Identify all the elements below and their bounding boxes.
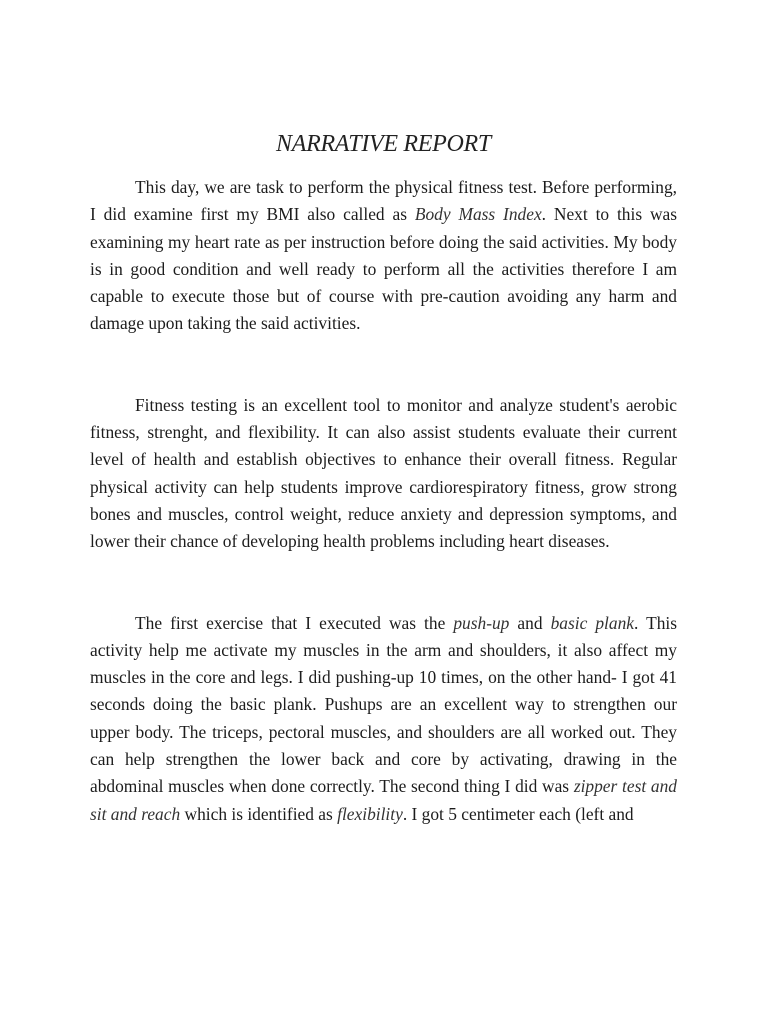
paragraph-2 (90, 392, 677, 556)
paragraph-text: and (509, 612, 551, 633)
paragraph-text: which is identified as (180, 803, 338, 824)
paragraph-spacer (90, 556, 677, 610)
italic-term: flexibility (337, 803, 403, 824)
paragraph-text: The first exercise that I executed was the (135, 612, 454, 633)
paragraph-text: . I got 5 centimeter each (left and (402, 803, 634, 824)
italic-term: zipper test and sit and reach (90, 776, 677, 824)
paragraph-text: Fitness testing is an excellent tool to monitor and analyze student's aerobic fitness, strenght, and flexibility. It can also assist students evaluate their current level of health and establish objectives to enhance their overall fitness. Regular physical activity can help students improve cardiorespiratory fitness, grow strong bones and muscles, control weight, reduce anxiety and depression symptoms, and lower their chance of developing health problems including heart diseases. (90, 394, 677, 552)
paragraph-spacer (90, 338, 677, 392)
italic-term: push-up (453, 612, 510, 633)
italic-term: Body Mass Index (414, 204, 542, 225)
italic-term: basic plank (550, 612, 634, 633)
document-page (90, 128, 677, 828)
document-title: NARRATIVE REPORT (276, 131, 491, 157)
paragraph-1 (90, 174, 677, 338)
paragraph-3 (90, 610, 677, 828)
paragraph-text: This day, we are task to perform the physical fitness test. Before performing, I did examine first my BMI also called as (90, 177, 677, 225)
paragraph-text: . This activity help me activate my muscles in the arm and shoulders, it also affect my muscles in the core and legs. I did pushing-up 10 times, on the other hand- I got 41 seconds doing the basic plank. Pushups are an excellent way to strengthen our upper body. The triceps, pectoral muscles, and shoulders are all worked out. They can help strengthen the lower back and core by activating, drawing in the abdominal muscles when done correctly. The second thing I did was (90, 612, 677, 797)
paragraph-text: . Next to this was examining my heart rate as per instruction before doing the said activities. My body is in good condition and well ready to perform all the activities therefore I am capable to execute those but of course with pre-caution avoiding any harm and damage upon taking the said activities. (90, 204, 678, 334)
